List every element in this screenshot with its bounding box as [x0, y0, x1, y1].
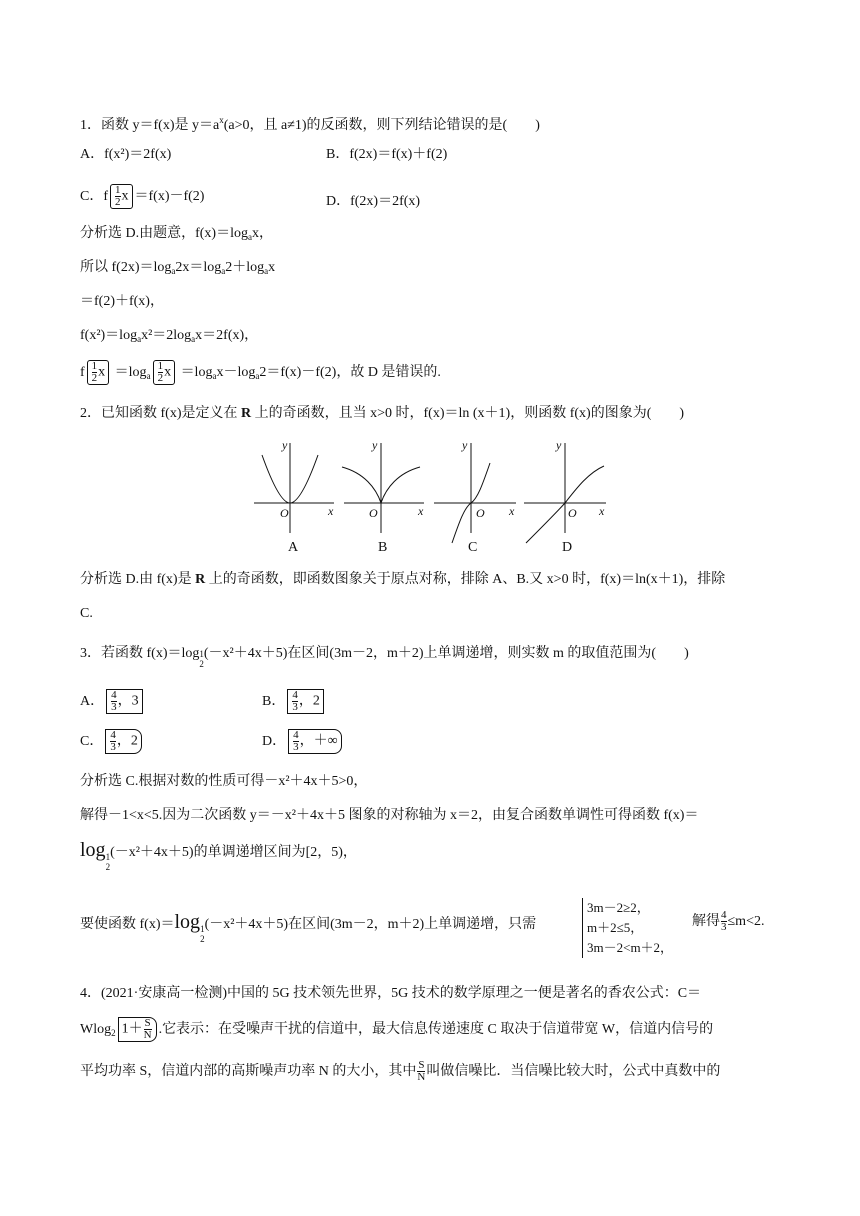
graph-a-x: x: [328, 504, 334, 518]
graph-b-x: x: [418, 504, 424, 518]
q1-option-c-bracket: $\frac{1}{2}$ x: [110, 184, 133, 209]
graph-c-y: y: [462, 438, 468, 452]
q2-answer-line1: 分析选 D.由 f(x)是 R 上的奇函数，即函数图象关于原点对称，排除 A、B.又 x>0 时，f(x)＝ln(x＋1)，排除: [80, 572, 726, 587]
q4-line1: 4．(2021·安康高一检测)中国的 5G 技术领先世界，5G 技术的数学原理之一便是著名的香农公式：C＝: [80, 986, 702, 1001]
q1-answer-line4: $f(x^2)=\log_ax^2=2\log_ax=2f(x)$，: [80, 328, 259, 344]
graph-d-label: D: [562, 540, 573, 555]
q1-answer-line5: f $\frac{1}{2}$ $x =\log_a$ $\frac{1}{2}$ $x =\log_ax-\log_a2=f(x)-f(2)$，故 D 是错误的.: [80, 360, 441, 385]
graph-a: [254, 443, 334, 533]
q4-line3: 平均功率 S，信道内部的高斯噪声功率 N 的大小，其中 $\frac{S}{N}$ 叫做信噪比．当信噪比较大时，公式中真数中的: [80, 1059, 721, 1084]
q3-option-d: D． $\frac{4}{3}$ ，＋∞: [262, 724, 344, 760]
q1-answer-line2: 所以 $f(2x)=\log_a2x=\log_a2+\log_ax$: [80, 260, 276, 276]
q3-answer-line2: 解得－1<x<5.因为二次函数 y＝－x²＋4x＋5 图象的对称轴为 x＝2，由复合函数单调性可得函数 f(x)＝: [80, 808, 699, 823]
q1-option-b: B．f(2x)＝f(x)＋f(2): [326, 147, 448, 162]
q1-answer-line3: ＝f(2)＋f(x)，: [80, 294, 164, 309]
graph-c-label: C: [468, 540, 478, 555]
q3-option-c: C． $\frac{4}{3}$ ，2: [80, 724, 144, 760]
graph-c-o: O: [476, 506, 485, 520]
q1-option-c: C．f $\frac{1}{2}$ x ＝f(x)－f(2): [80, 184, 205, 209]
graph-d-x: x: [599, 504, 605, 518]
q3-sys-line2: m＋2≤5，: [587, 920, 644, 935]
q3-answer-line4: 要使函数 f(x)＝log 1 2 (－x²＋4x＋5)在区间(3m－2，m＋2)上单调递增，只需: [80, 911, 537, 944]
q2-answer-line2: C.: [80, 606, 93, 621]
graph-a-y: y: [282, 438, 288, 452]
q3-option-a: A． $\frac{4}{3}$ ，3: [80, 684, 145, 720]
graph-d: [524, 443, 606, 543]
q2-stem: 2．已知函数 f(x)是定义在 R 上的奇函数，且当 x>0 时，f(x)＝ln (x＋1)，则函数 f(x)的图象为( ): [80, 406, 685, 421]
graph-b-y: y: [372, 438, 378, 452]
q3-stem: 3．若函数 f(x)＝log 1 2 (－x²＋4x＋5)在区间(3m－2，m＋2)上单调递增，则实数 m 的取值范围为( ): [80, 646, 689, 669]
graph-b: [342, 443, 424, 533]
q1-stem: 1．函数 y＝f(x)是 $y=a^x(a>0$，且 a≠1)的反函数，则下列结论错误的是( ): [80, 115, 540, 133]
graph-c-x: x: [509, 504, 515, 518]
q3-option-b: B． $\frac{4}{3}$ ，2: [262, 684, 326, 720]
q3-answer-result: 解得 $\frac{4}{3}$ ≤m<2.: [692, 909, 765, 934]
q3-answer-line3: log 1 2 (－x²＋4x＋5)的单调递增区间为[2，5)，: [80, 839, 357, 872]
q3-sys-line1: 3m－2≥2，: [587, 900, 650, 915]
graph-b-label: B: [378, 540, 388, 555]
q3-sys-line3: 3m－2<m＋2，: [587, 940, 674, 955]
q3-inequality-system: [582, 898, 673, 958]
q3-answer-line1: 分析选 C.根据对数的性质可得－x²＋4x＋5>0，: [80, 774, 368, 789]
graph-a-label: A: [288, 540, 299, 555]
q4-line2: Wlog$_2$ 1＋ $\frac{S}{N}$ .它表示：在受噪声干扰的信道中，最大信息传递速度 C 取决于信道带宽 W，信道内信号的: [80, 1017, 714, 1042]
graph-d-o: O: [568, 506, 577, 520]
graph-c: [434, 443, 516, 543]
graph-d-y: y: [556, 438, 562, 452]
graph-b-o: O: [369, 506, 378, 520]
q1-answer-line1: 分析选 D.由题意，$f(x)=\log_ax$，: [80, 226, 273, 242]
q1-option-a: A．f(x²)＝2f(x): [80, 147, 172, 162]
q1-option-d: D．f(2x)＝2f(x): [326, 194, 421, 209]
q2-graphs: [254, 433, 614, 558]
graph-a-o: O: [280, 506, 289, 520]
